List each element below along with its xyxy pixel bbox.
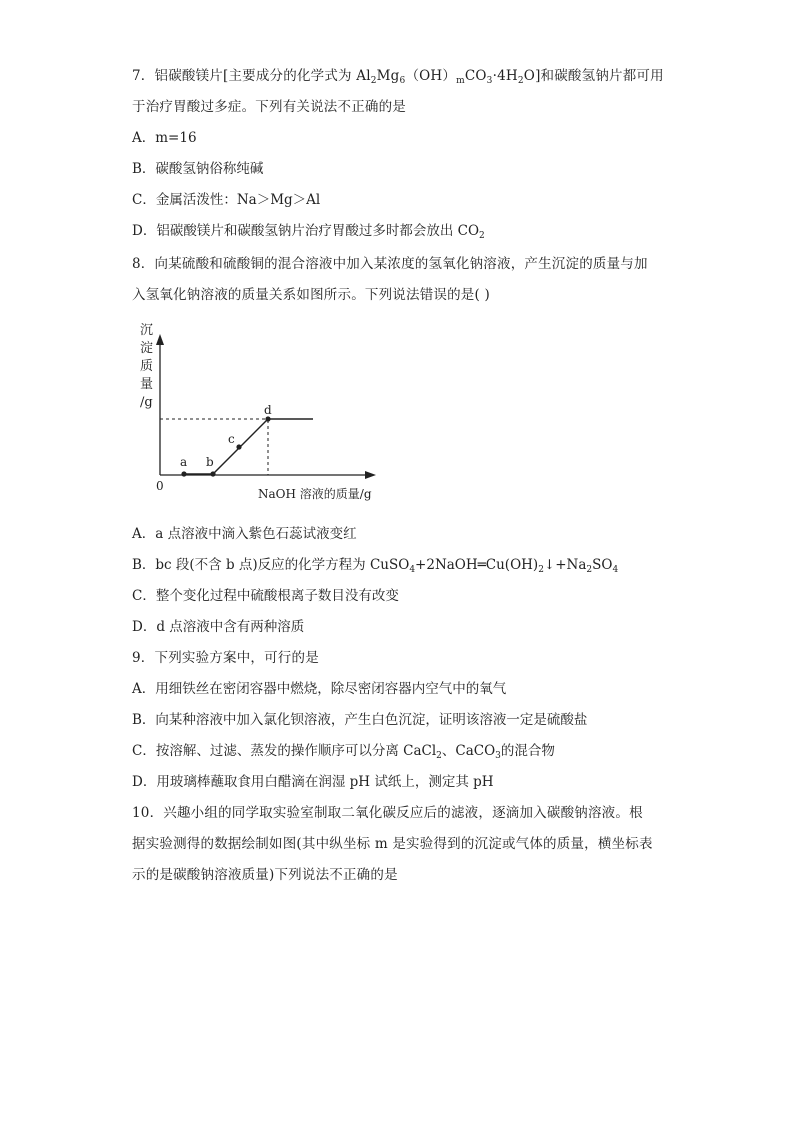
point-label-b: b bbox=[206, 455, 214, 469]
q8-option-d: D．d 点溶液中含有两种溶质 bbox=[132, 619, 305, 635]
point-c bbox=[236, 444, 241, 449]
y-axis-label-char: /g bbox=[140, 395, 153, 410]
q9-option-a: A．用细铁丝在密闭容器中燃烧，除尽密闭容器内空气中的氧气 bbox=[132, 681, 507, 697]
y-axis-label-char: 淀 bbox=[140, 341, 154, 356]
y-axis-label-char: 量 bbox=[140, 377, 154, 392]
x-axis-arrow bbox=[365, 471, 376, 479]
q9-option-b: B．向某种溶液中加入氯化钡溶液，产生白色沉淀，证明该溶液一定是硫酸盐 bbox=[132, 712, 588, 728]
q9-stem: 9．下列实验方案中，可行的是 bbox=[132, 650, 319, 666]
y-axis-label-char: 沉 bbox=[140, 323, 154, 338]
q10-stem-line1: 10．兴趣小组的同学取实验室制取二氧化碳反应后的滤液，逐滴加入碳酸钠溶液。根 bbox=[132, 805, 643, 821]
q8-stem-line2: 入氢氧化钠溶液的质量关系如图所示。下列说法错误的是( ) bbox=[132, 287, 490, 303]
precipitate-curve bbox=[184, 419, 313, 474]
precipitate-mass-graph bbox=[128, 318, 398, 508]
q8-option-b: B．bc 段(不含 b 点)反应的化学方程为 $CuSO_4+2NaOH═Cu(OH)_2↓+Na_2SO_4$ bbox=[132, 557, 619, 575]
q9-option-c: C．按溶解、过滤、蒸发的操作顺序可以分离 CaCl$_2$、CaCO$_3$的混合物 bbox=[132, 743, 555, 761]
point-label-a: a bbox=[180, 455, 188, 469]
origin-label: 0 bbox=[156, 479, 164, 493]
q7-stem-line2: 于治疗胃酸过多症。下列有关说法不正确的是 bbox=[132, 99, 406, 115]
point-b bbox=[210, 471, 215, 476]
point-label-d: d bbox=[264, 403, 272, 417]
x-axis-label: NaOH 溶液的质量/g bbox=[258, 487, 372, 501]
q7-option-b: B．碳酸氢钠俗称纯碱 bbox=[132, 161, 264, 177]
y-axis-arrow bbox=[156, 334, 164, 345]
q7-option-a: A．m=16 bbox=[132, 130, 197, 146]
q7-stem-line1: 7．铝碳酸镁片[主要成分的化学式为 $Al_2Mg_6(OH)_mCO_3\cdot 4H_2O$]和碳酸氢钠片都可用 bbox=[132, 68, 664, 86]
point-d bbox=[265, 416, 270, 421]
y-axis-label-char: 质 bbox=[140, 359, 154, 374]
q8-option-a: A．a 点溶液中滴入紫色石蕊试液变红 bbox=[132, 526, 357, 542]
point-label-c: c bbox=[228, 432, 235, 446]
point-a bbox=[181, 471, 186, 476]
q10-stem-line2: 据实验测得的数据绘制如图(其中纵坐标 m 是实验得到的沉淀或气体的质量，横坐标表 bbox=[132, 836, 653, 852]
q7-option-d: D．铝碳酸镁片和碳酸氢钠片治疗胃酸过多时都会放出 $CO_2$ bbox=[132, 223, 485, 241]
q8-option-c: C．整个变化过程中硫酸根离子数目没有改变 bbox=[132, 588, 399, 604]
q10-stem-line3: 示的是碳酸钠溶液质量)下列说法不正确的是 bbox=[132, 867, 398, 883]
q9-option-d: D．用玻璃棒蘸取食用白醋滴在润湿 pH 试纸上，测定其 pH bbox=[132, 774, 494, 790]
q7-option-c: C．金属活泼性：Na＞Mg＞Al bbox=[132, 192, 321, 208]
q8-stem-line1: 8．向某硫酸和硫酸铜的混合溶液中加入某浓度的氢氧化钠溶液，产生沉淀的质量与加 bbox=[132, 256, 648, 272]
